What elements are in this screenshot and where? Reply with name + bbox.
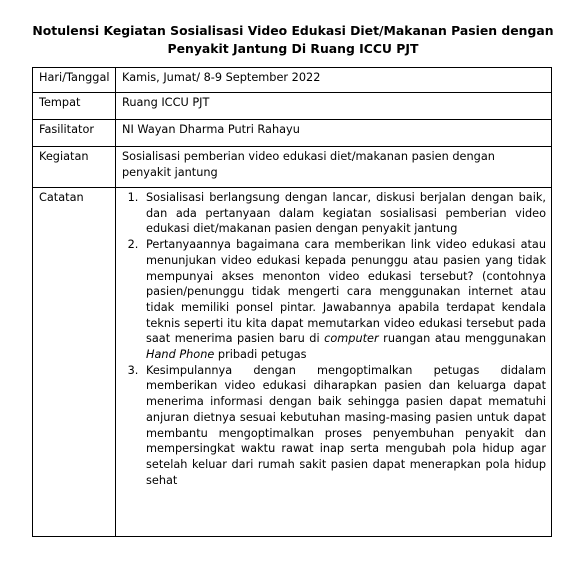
value-kegiatan: Sosialisasi pemberian video edukasi diet/makanan pasien dengan penyakit jantung [116, 147, 552, 188]
label-hari-tanggal: Hari/Tanggal [33, 68, 116, 93]
list-item [142, 237, 546, 363]
catatan-item-2-part-3: pribadi petugas [214, 348, 307, 362]
value-fasilitator: NI Wayan Dharma Putri Rahayu [116, 120, 552, 147]
title-line-1: Notulensi Kegiatan Sosialisasi Video Edukasi Diet/Makanan Pasien dengan [32, 23, 554, 38]
catatan-item-1: Sosialisasi berlangsung dengan lancar, diskusi berjalan dengan baik, dan ada pertanyaan dalam kegiatan sosialisasi pemberian video edukasi diet/makanan pasien dengan penyakit jantung [146, 191, 546, 236]
list-item [142, 363, 546, 489]
row-hari-tanggal [33, 68, 552, 93]
catatan-item-2-part-1: Pertanyaannya bagaimana cara memberikan link video edukasi atau menunjukan video edukasi kepada penunggu atau pasien yang tidak mempunyai akses menonton video edukasi tersebut? (contohnya pasien/penunggu tidak mengerti cara menggunakan internet atau tidak memiliki ponsel pintar. Jawabannya apabila terdapat kendala teknis seperti itu kita dapat memutarkan video edukasi tersebut pada saat menerima pasien baru di [146, 238, 546, 346]
label-catatan: Catatan [33, 188, 116, 537]
label-tempat: Tempat [33, 93, 116, 120]
catatan-item-2-computer: computer [324, 332, 379, 346]
label-kegiatan: Kegiatan [33, 147, 116, 188]
catatan-list [122, 190, 546, 488]
list-item [142, 190, 546, 237]
value-hari-tanggal: Kamis, Jumat/ 8-9 September 2022 [116, 68, 552, 93]
value-catatan [116, 188, 552, 537]
catatan-item-3: Kesimpulannya dengan mengoptimalkan petugas didalam memberikan video edukasi diharapkan pasien dan keluarga dapat menerima informasi dengan baik sehingga pasien dapat mematuhi anjuran dietnya sesuai kebutuhan masing-masing pasien untuk dapat membantu mengoptimalkan proses penyembuhan penyakit dan mempersingkat waktu rawat inap serta mengubah pola hidup agar setelah keluar dari rumah sakit pasien dapat menerapkan pola hidup sehat [146, 363, 546, 487]
label-fasilitator: Fasilitator [33, 120, 116, 147]
row-catatan [33, 188, 552, 537]
row-tempat [33, 93, 552, 120]
catatan-item-2-part-2: ruangan atau menggunakan [378, 332, 546, 346]
row-kegiatan [33, 147, 552, 188]
title-line-2: Penyakit Jantung Di Ruang ICCU PJT [167, 41, 419, 56]
document-title [30, 22, 556, 58]
catatan-item-2-handphone: Hand Phone [146, 348, 215, 362]
row-fasilitator [33, 120, 552, 147]
value-tempat: Ruang ICCU PJT [116, 93, 552, 120]
notes-table [32, 67, 552, 537]
